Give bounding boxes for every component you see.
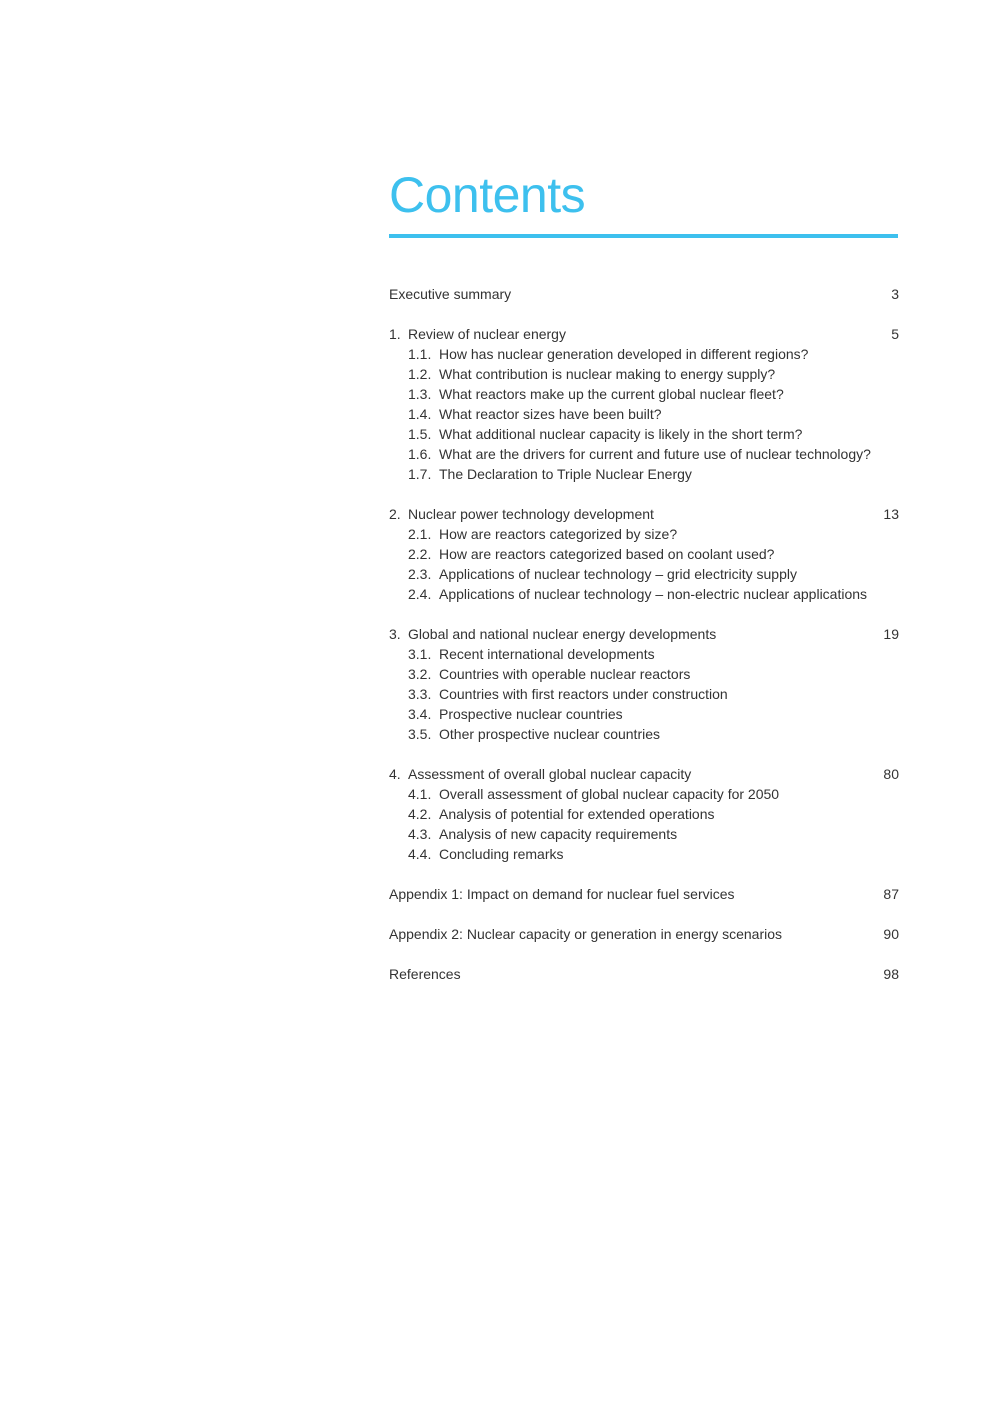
toc-subentry-number: 4.4.	[408, 846, 432, 862]
toc-subentry-number: 2.1.	[408, 526, 432, 542]
toc-subentry-number: 1.6.	[408, 446, 432, 462]
toc-entry-page-number: 90	[883, 926, 899, 942]
toc-group	[389, 764, 899, 864]
toc-group	[389, 924, 899, 944]
toc-entry-number: 2.	[389, 506, 401, 522]
toc-subentry[interactable]	[389, 364, 899, 384]
toc-group	[389, 624, 899, 744]
toc-entry-label: Appendix 1: Impact on demand for nuclear fuel services	[389, 886, 735, 902]
toc-subentry[interactable]	[389, 784, 899, 804]
toc-subentry[interactable]	[389, 724, 899, 744]
toc-subentry-label: Analysis of new capacity requirements	[439, 826, 678, 842]
toc-entry-page-number: 13	[883, 506, 899, 522]
toc-entry[interactable]	[389, 504, 899, 524]
toc-entry-page-number: 19	[883, 626, 899, 642]
toc-group	[389, 324, 899, 484]
toc-subentry[interactable]	[389, 584, 899, 604]
toc-subentry-number: 3.3.	[408, 686, 432, 702]
toc-subentry[interactable]	[389, 444, 899, 464]
toc-subentry-label: Overall assessment of global nuclear capacity for 2050	[439, 786, 780, 802]
toc-entry[interactable]	[389, 324, 899, 344]
toc-subentry-number: 1.7.	[408, 466, 432, 482]
toc-entry[interactable]	[389, 964, 899, 984]
toc-subentry-number: 4.2.	[408, 806, 432, 822]
toc-subentry[interactable]	[389, 384, 899, 404]
toc-subentry[interactable]	[389, 664, 899, 684]
toc-subentry-label: Applications of nuclear technology – grid electricity supply	[439, 566, 797, 582]
title-underline	[389, 234, 898, 238]
toc-subentry[interactable]	[389, 404, 899, 424]
toc-entry-page-number: 5	[891, 326, 899, 342]
toc-entry-label: Nuclear power technology development	[408, 506, 654, 522]
toc-group	[389, 884, 899, 904]
toc-entry[interactable]	[389, 924, 899, 944]
toc-group	[389, 284, 899, 304]
toc-entry[interactable]	[389, 884, 899, 904]
toc-subentry[interactable]	[389, 684, 899, 704]
toc-entry-label: Global and national nuclear energy developments	[408, 626, 717, 642]
toc-entry-label: Assessment of overall global nuclear capacity	[408, 766, 692, 782]
toc-subentry-number: 3.4.	[408, 706, 432, 722]
toc-subentry[interactable]	[389, 344, 899, 364]
toc-group	[389, 964, 899, 984]
toc-subentry-label: Other prospective nuclear countries	[439, 726, 660, 742]
toc-entry-label: References	[389, 966, 461, 982]
page-title: Contents	[389, 167, 586, 223]
toc-entry[interactable]	[389, 284, 899, 304]
toc-group	[389, 504, 899, 604]
toc-subentry[interactable]	[389, 544, 899, 564]
toc-subentry-number: 2.3.	[408, 566, 432, 582]
toc-entry-page-number: 3	[891, 286, 899, 302]
toc-entry-page-number: 80	[883, 766, 899, 782]
toc-entry-label: Executive summary	[389, 286, 512, 302]
toc-subentry-label: What are the drivers for current and future use of nuclear technology?	[439, 446, 871, 462]
toc-entry-label: Appendix 2: Nuclear capacity or generation in energy scenarios	[389, 926, 783, 942]
toc-subentry-label: What contribution is nuclear making to energy supply?	[439, 366, 776, 382]
toc-subentry-number: 3.2.	[408, 666, 432, 682]
toc-subentry-label: How are reactors categorized by size?	[439, 526, 678, 542]
toc-subentry[interactable]	[389, 844, 899, 864]
toc-subentry[interactable]	[389, 564, 899, 584]
toc-entry[interactable]	[389, 764, 899, 784]
toc-subentry-number: 1.1.	[408, 346, 432, 362]
toc-subentry-number: 1.2.	[408, 366, 432, 382]
toc-subentry[interactable]	[389, 804, 899, 824]
toc-subentry-number: 3.5.	[408, 726, 432, 742]
toc-subentry-number: 2.4.	[408, 586, 432, 602]
toc-entry[interactable]	[389, 624, 899, 644]
table-of-contents	[389, 284, 899, 1004]
toc-subentry-label: Applications of nuclear technology – non-electric nuclear applications	[439, 586, 868, 602]
toc-subentry-label: Countries with first reactors under construction	[439, 686, 728, 702]
toc-entry-label: Review of nuclear energy	[408, 326, 566, 342]
toc-subentry-number: 3.1.	[408, 646, 432, 662]
toc-subentry[interactable]	[389, 524, 899, 544]
toc-subentry-label: What reactors make up the current global nuclear fleet?	[439, 386, 784, 402]
toc-subentry-label: How are reactors categorized based on coolant used?	[439, 546, 775, 562]
toc-entry-number: 4.	[389, 766, 401, 782]
toc-entry-number: 3.	[389, 626, 401, 642]
toc-subentry[interactable]	[389, 464, 899, 484]
toc-subentry[interactable]	[389, 644, 899, 664]
toc-subentry[interactable]	[389, 424, 899, 444]
toc-subentry-number: 4.1.	[408, 786, 432, 802]
toc-subentry-label: The Declaration to Triple Nuclear Energy	[439, 466, 692, 482]
toc-subentry[interactable]	[389, 824, 899, 844]
toc-entry-page-number: 87	[883, 886, 899, 902]
toc-subentry-label: Recent international developments	[439, 646, 655, 662]
toc-subentry-number: 2.2.	[408, 546, 432, 562]
toc-subentry-label: Prospective nuclear countries	[439, 706, 623, 722]
toc-subentry-label: How has nuclear generation developed in different regions?	[439, 346, 809, 362]
toc-subentry-label: Countries with operable nuclear reactors	[439, 666, 691, 682]
toc-subentry-label: What reactor sizes have been built?	[439, 406, 662, 422]
toc-subentry-number: 1.4.	[408, 406, 432, 422]
toc-entry-page-number: 98	[883, 966, 899, 982]
toc-subentry-label: What additional nuclear capacity is likely in the short term?	[439, 426, 803, 442]
toc-subentry-number: 4.3.	[408, 826, 432, 842]
toc-subentry-label: Analysis of potential for extended operations	[439, 806, 715, 822]
toc-subentry-number: 1.5.	[408, 426, 432, 442]
toc-subentry-label: Concluding remarks	[439, 846, 564, 862]
toc-subentry-number: 1.3.	[408, 386, 432, 402]
toc-subentry[interactable]	[389, 704, 899, 724]
toc-entry-number: 1.	[389, 326, 401, 342]
